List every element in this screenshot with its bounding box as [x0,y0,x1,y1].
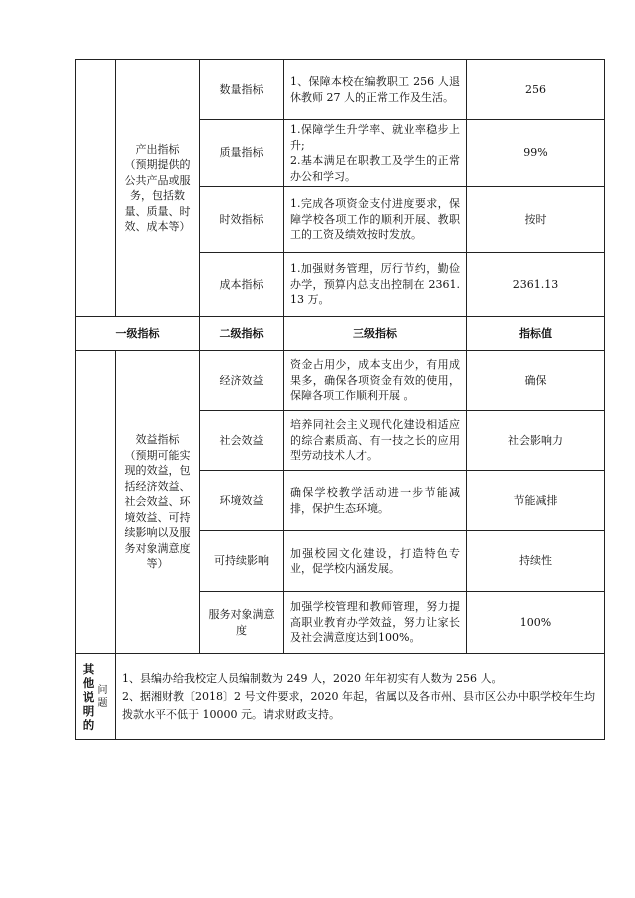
level2-cell: 成本指标 [200,253,284,317]
empty-cell [76,351,116,654]
other-label-cell [76,654,116,740]
other-notes-row [76,654,605,740]
effect-indicator-cell [116,351,200,654]
header-level1: 一级指标 [76,317,200,351]
output-label: 产出指标 [135,142,180,156]
level3-line: 1.保障学生升学率、就业率稳步上升; [290,123,460,152]
value-cell: 100% [467,592,605,654]
value-cell: 社会影响力 [467,411,605,471]
level2-cell: 环境效益 [200,471,284,531]
table-header-row [76,317,605,351]
other-notes-cell [116,654,605,740]
value-cell: 持续性 [467,531,605,592]
effect-note: （预期可能实现的效益，包括经济效益、社会效益、环境效益、可持续影响以及服务对象满意度等） [124,448,191,571]
level2-cell: 质量指标 [200,120,284,187]
value-cell: 按时 [467,187,605,253]
header-value: 指标值 [467,317,605,351]
empty-cell [76,60,116,317]
header-level3: 三级指标 [284,317,467,351]
level2-cell: 社会效益 [200,411,284,471]
level3-cell: 1.加强财务管理，厉行节约，勤俭办学，预算内总支出控制在 2361.13 万。 [284,253,467,317]
header-level2: 二级指标 [200,317,284,351]
level2-cell: 数量指标 [200,60,284,120]
level2-cell: 服务对象满意度 [200,592,284,654]
level3-cell: 确保学校教学活动进一步节能减排，保护生态环境。 [284,471,467,531]
other-label: 其他说明的 [82,661,95,732]
value-cell: 99% [467,120,605,187]
level3-line: 2.基本满足在职教工及学生的正常办公和学习。 [290,154,460,183]
table-row [76,351,605,411]
level3-cell: 加强学校管理和教师管理，努力提高职业教育办学效益，努力让家长及社会满意度达到100%。 [284,592,467,654]
table-row [76,60,605,120]
level2-cell: 时效指标 [200,187,284,253]
level3-cell: 资金占用少，成本支出少，有用成果多，确保各项资金有效的使用，保障各项工作顺利开展 。 [284,351,467,411]
level3-cell [284,120,467,187]
level2-cell: 经济效益 [200,351,284,411]
other-label-sub: 问题 [97,684,108,709]
level3-cell: 培养同社会主义现代化建设相适应的综合素质高、有一技之长的应用型劳动技术人才。 [284,411,467,471]
level2-cell: 可持续影响 [200,531,284,592]
value-cell: 节能减排 [467,471,605,531]
note-line: 1、县编办给我校定人员编制数为 249 人，2020 年年初实有人数为 256 人。 [122,671,503,685]
value-cell: 2361.13 [467,253,605,317]
value-cell: 确保 [467,351,605,411]
performance-table [75,59,605,740]
output-indicator-cell [116,60,200,317]
level3-cell: 1、保障本校在编教职工 256 人退休教师 27 人的正常工作及生活。 [284,60,467,120]
level3-cell: 1.完成各项资金支付进度要求，保障学校各项工作的顺利开展、教职工的工资及绩效按时发放。 [284,187,467,253]
note-line: 2、据湘财教〔2018〕2 号文件要求，2020 年起，省属以及各市州、县市区公办中职学校年生均拨款水平不低于 10000 元。请求财政支持。 [122,689,595,721]
effect-label: 效益指标 [135,433,180,447]
level3-cell: 加强校园文化建设，打造特色专业，促学校内涵发展。 [284,531,467,592]
output-note: （预期提供的公共产品或服务，包括数量、质量、时效、成本等） [124,158,191,233]
value-cell: 256 [467,60,605,120]
